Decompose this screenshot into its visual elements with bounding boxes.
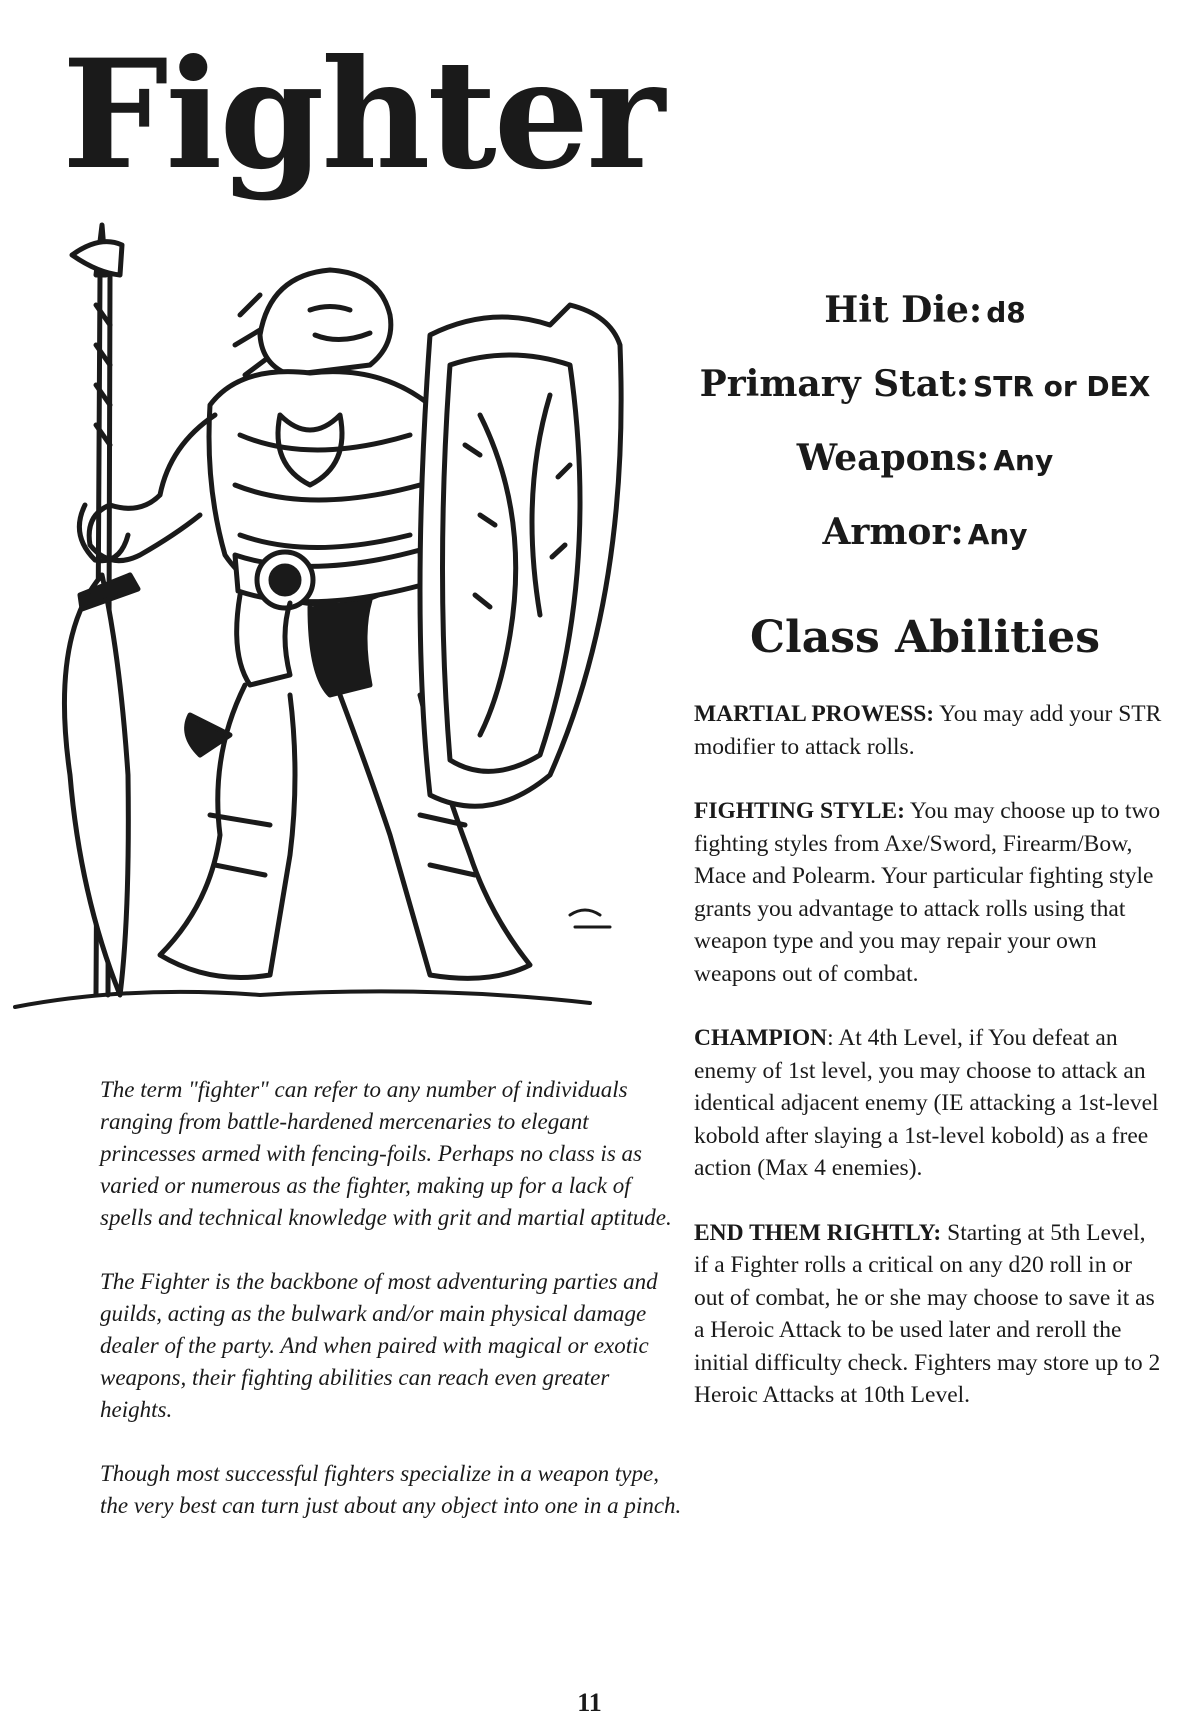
ability-fighting-style	[694, 795, 1164, 990]
ability-martial-prowess	[694, 698, 1164, 763]
armored-reptile-fighter-illustration	[10, 215, 690, 1035]
flavor-paragraph: The term "fighter" can refer to any number of individuals ranging from battle-hardened mercenaries to elegant princesses armed with fencing-foils. Perhaps no class is as varied or numerous as the fighter, making up for a lack of spells and technical knowledge with grit and martial aptitude.	[100, 1077, 672, 1230]
ability-text: : At 4th Level, if You defeat an enemy of 1st level, you may choose to attack an identical adjacent enemy (IE attacking a 1st-level kobold after slaying a 1st-level kobold) as a free action (Max 4 enemies).	[694, 1025, 1159, 1181]
ability-name: FIGHTING STYLE:	[694, 798, 905, 824]
class-abilities-list	[694, 698, 1164, 1444]
stat-value: d8	[986, 296, 1026, 329]
stat-label: Armor:	[822, 511, 964, 553]
page-number: 11	[577, 1688, 602, 1717]
ability-name: CHAMPION	[694, 1025, 828, 1051]
stat-armor	[690, 512, 1160, 560]
ability-text: Starting at 5th Level, if a Fighter rolls a critical on any d20 roll in or out of combat, he or she may choose to save it as a Heroic Attack to be used later and reroll the initial difficulty check. Fighters may store up to 2 Heroic Attacks at 10th Level.	[694, 1219, 1161, 1408]
stat-hit-die	[690, 290, 1160, 338]
stat-value: STR or DEX	[973, 370, 1151, 403]
flavor-text	[100, 1074, 685, 1554]
stat-value: Any	[993, 444, 1054, 477]
stat-label: Primary Stat:	[699, 363, 970, 405]
page-title: Fighter	[62, 27, 663, 203]
stat-label: Weapons:	[796, 437, 990, 479]
stat-block	[690, 290, 1160, 586]
stat-value: Any	[967, 518, 1028, 551]
ability-end-them-rightly	[694, 1217, 1164, 1412]
stat-weapons	[690, 438, 1160, 486]
ability-text: You may choose up to two fighting styles from Axe/Sword, Firearm/Bow, Mace and Polearm. Your particular fighting style grants you advantage to attack rolls using that weapon type and you may repair your own weapons out of combat.	[694, 798, 1161, 987]
stat-primary-stat	[690, 364, 1160, 412]
ability-champion	[694, 1022, 1164, 1185]
ability-name: MARTIAL PROWESS:	[694, 701, 935, 727]
ability-name: END THEM RIGHTLY:	[694, 1219, 942, 1246]
stat-label: Hit Die:	[824, 289, 983, 331]
flavor-paragraph: Though most successful fighters specialize in a weapon type, the very best can turn just about any object into one in a pinch.	[100, 1461, 682, 1518]
ability-text: You may add your STR modifier to attack rolls.	[694, 701, 1162, 760]
flavor-paragraph: The Fighter is the backbone of most adventuring parties and guilds, acting as the bulwark and/or main physical damage dealer of the party. And when paired with magical or exotic weapons, their fighting abilities can reach even greater heights.	[100, 1269, 658, 1422]
class-abilities-heading: Class Abilities	[750, 612, 1100, 663]
